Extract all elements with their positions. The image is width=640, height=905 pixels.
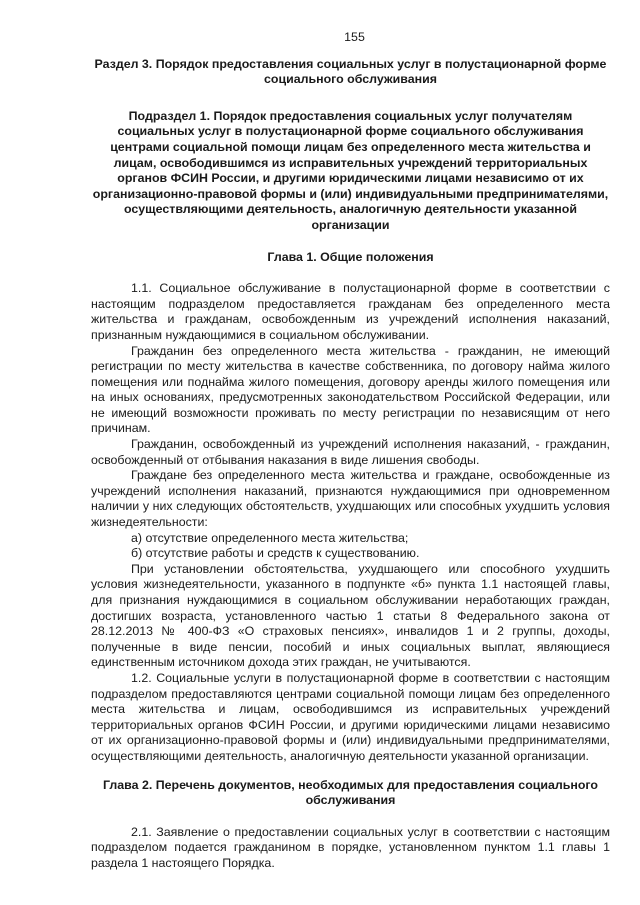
paragraph-released-definition: Гражданин, освобожденный из учреждений исполнения наказаний, - гражданин, освобожденный от отбывания наказания в виде лишения свободы. (91, 437, 610, 467)
list-item-b: б) отсутствие работы и средств к существованию. (131, 546, 420, 561)
list-item-a: а) отсутствие определенного места жительства; (131, 530, 409, 545)
paragraph-1-1: 1.1. Социальное обслуживание в полустационарной форме в соответствии с настоящим подразделом предоставляется гражданам без определенного места жительства и гражданам, освобожденным из учреждений исполнения наказаний, признанным нуждающимися в социальном обслуживании. (91, 281, 610, 342)
page-number: 155 (344, 30, 365, 44)
paragraph-1-2: 1.2. Социальные услуги в полустационарной форме в соответствии с настоящим подразделом предоставляются центрами социальной помощи лицам без определенного места жительства и лицам, освободившимся из исправительных учреждений территориальных органов ФСИН России, и другими юридическими лицами независимо от их организационно-правовой формы и (или) индивидуальными предпринимателями, осуществляющими деятельность, аналогичную деятельности указанной организации. (91, 670, 610, 763)
chapter-1-body (91, 281, 610, 764)
chapter-2-body (91, 825, 610, 872)
chapter-1-title: Глава 1. Общие положения (267, 249, 434, 264)
paragraph-conditions: Граждане без определенного места жительства и граждане, освобожденные из учреждений исполнения наказаний, признаются нуждающимися при одновременном наличии у них следующих обстоятельств, ухудшающих или способных ухудшить условия жизнедеятельности: (91, 468, 610, 530)
subsection-title: Подраздел 1. Порядок предоставления социальных услуг получателям социальных услуг в полустационарной форме социального обслуживания центрами социальной помощи лицам без определенного места жительства и лицам, освободившимся из исправительных учреждений территориальных органов ФСИН России, и другими юридическими лицами независимо от их организационно-правовой формы и (или) индивидуальными предпринимателями, осуществляющими деятельность, аналогичную деятельности указанной организации (92, 108, 609, 232)
paragraph-income-rule: При установлении обстоятельства, ухудшающего или способного ухудшить условия жизнедеятельности, указанного в подпункте «б» пункта 1.1 настоящей главы, для признания нуждающимися в социальном обслуживании неработающих граждан, достигших возраста, установленного частью 1 статьи 8 Федерального закона от 28.12.2013 № 400-ФЗ «О страховых пенсиях», инвалидов 1 и 2 группы, доходы, полученные в виде пенсии, пособий и иных социальных выплат, являющиеся единственным источником дохода этих граждан, не учитываются. (91, 561, 610, 670)
paragraph-2-1: 2.1. Заявление о предоставлении социальных услуг в соответствии с настоящим подразделом подается гражданином в порядке, установленном пунктом 1.1 главы 1 раздела 1 настоящего Порядка. (91, 824, 610, 870)
paragraph-homeless-definition: Гражданин без определенного места жительства - гражданин, не имеющий регистрации по месту жительства в качестве собственника, по договору найма жилого помещения или поднайма жилого помещения, договору аренды жилого помещения или на иных основаниях, предусмотренных законодательством Российской Федерации, или не имеющий возможности проживать по месту регистрации по независящим от него причинам. (91, 343, 610, 436)
chapter-2-title: Глава 2. Перечень документов, необходимых для предоставления социального обслуживания (102, 777, 599, 808)
section-title: Раздел 3. Порядок предоставления социальных услуг в полустационарной форме социального обслуживания (94, 56, 607, 87)
